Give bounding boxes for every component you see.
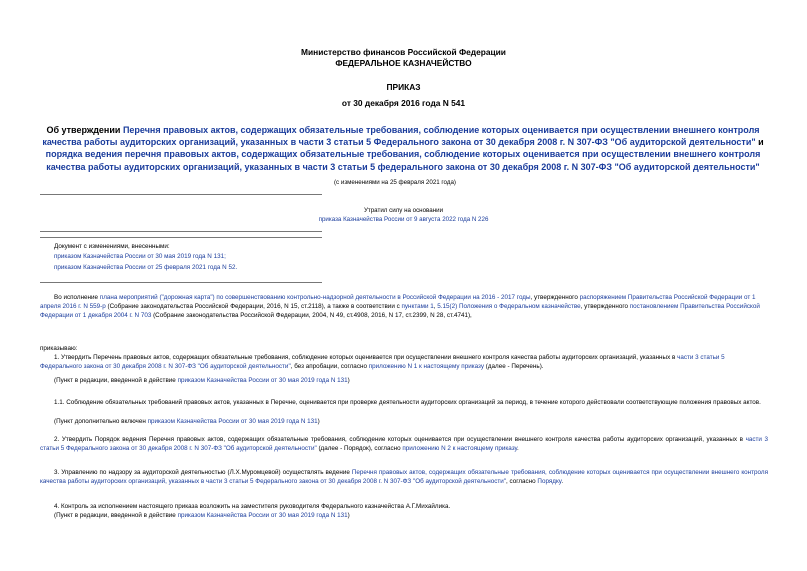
clause-1-1-note: (Пункт дополнительно включен приказом Казначейства России от 30 мая 2019 года N 131) bbox=[54, 418, 320, 425]
divider bbox=[40, 282, 322, 283]
title-link-procedure[interactable]: порядка ведения перечня правовых актов, содержащих обязательные требования, соблюдение которых оценивается при осуществлении внешнего контроля качества работы аудиторских организаций, указанных в части 3 статьи 5 федерального закона от 30 декабря 2008 г. N 307-ФЗ "Об аудиторской деятельности" bbox=[45, 149, 761, 172]
divider bbox=[40, 237, 322, 238]
amendments-heading: Документ с изменениями, внесенными: bbox=[54, 243, 170, 250]
government-order-link[interactable]: распоряжением Правительства Российской Федерации от 1 апреля 2016 г. N 559-р bbox=[40, 294, 756, 310]
document-date-number: от 30 декабря 2016 года N 541 bbox=[341, 98, 466, 108]
clause-1: 1. Утвердить Перечень правовых актов, содержащих обязательные требования, соблюдение которых оценивается при осуществлении внешнего контроля качества работы аудиторских организаций, указанных в части 3 статьи 5 Федерального закона от 30 декабря 2008 г. N 307-ФЗ "Об аудиторской деятельности", без апробации, согласно приложению N 1 к настоящему приказу (далее - Перечень). bbox=[40, 354, 725, 370]
amendment-order-link[interactable]: приказом Казначейства России от 30 мая 2019 года N 131 bbox=[177, 377, 348, 384]
clause-1-note: (Пункт в редакции, введенной в действие приказом Казначейства России от 30 мая 2019 года N 131) bbox=[54, 377, 350, 384]
preamble-paragraph: Во исполнение плана мероприятий ("дорожная карта") по совершенствованию контрольно-надзорной деятельности в Российской Федерации на 2016 - 2017 годы, утвержденного распоряжением Правительства Российской Федерации от 1 апреля 2016 г. N 559-р (Собрание законодательства Российской Федерации, 2016, N 15, ст.2118), а также в соответствии с пунктами 1, 5.15(2) Положения о Федеральном казначействе, утвержденного постановлением Правительства Российской Федерации от 1 декабря 2004 г. N 703 (Собрание законодательства Российской Федерации, 2004, N 49, ст.4908, 2016, N 17, ст.2399, N 28, ст.4741), bbox=[40, 294, 760, 319]
title-link-list[interactable]: Перечня правовых актов, содержащих обязательные требования, соблюдение которых оценивается при осуществлении внешнего контроля качества работы аудиторских организаций, указанных в части 3 статьи 5 Федерального закона от 30 декабря 2008 г. N 307-ФЗ "Об аудиторской деятельности" bbox=[42, 125, 760, 148]
document-title: Об утверждении Перечня правовых актов, содержащих обязательные требования, соблюдение которых оценивается при осуществлении внешнего контроля качества работы аудиторских организаций, указанных в части 3 статьи 5 Федерального закона от 30 декабря 2008 г. N 307-ФЗ "Об аудиторской деятельности" и порядка ведения перечня правовых актов, содержащих обязательные требования, соблюдение которых оценивается при осуществлении внешнего контроля качества работы аудиторских организаций, указанных в части 3 статьи 5 федерального закона от 30 декабря 2008 г. N 307-ФЗ "Об аудиторской деятельности" bbox=[42, 125, 764, 172]
list-link[interactable]: Перечня правовых актов, содержащих обязательные требования, соблюдение которых оценивается при осуществлении внешнего контроля качества работы аудиторских организаций, указанных в части 3 статьи 5 Федерального закона от 30 декабря 2008 г. N 307-ФЗ "Об аудиторской деятельности" bbox=[40, 469, 768, 485]
expired-line: Утратил силу на основании bbox=[363, 207, 444, 214]
divider bbox=[40, 231, 322, 232]
clause-2: 2. Утвердить Порядок ведения Перечня правовых актов, содержащих обязательные требования, соблюдение которых оценивается при осуществлении внешнего контроля качества работы аудиторских организаций, указанных в части 3 статьи 5 Федерального закона от 30 декабря 2008 г. N 307-ФЗ "Об аудиторской деятельности" (далее - Порядок), согласно приложению N 2 к настоящему приказу. bbox=[40, 436, 769, 452]
expired-link[interactable]: приказа Казначейства России от 9 августа 2022 года N 226 bbox=[318, 216, 489, 223]
clause-1-1: 1.1. Соблюдение обязательных требований правовых актов, указанных в Перечне, оценивается при проверке деятельности аудиторских организаций за период, в течение которого действовали соответствующие положения правовых актов. bbox=[54, 399, 761, 406]
appendix-2-link[interactable]: приложению N 2 к настоящему приказу bbox=[402, 444, 518, 452]
amendment-order-link[interactable]: приказом Казначейства России от 30 мая 2019 года N 131 bbox=[147, 418, 318, 425]
amendment-order-link[interactable]: приказом Казначейства России от 30 мая 2019 года N 131 bbox=[177, 512, 348, 519]
law-link[interactable]: части 3 статьи 5 Федерального закона от 30 декабря 2008 г. N 307-ФЗ "Об аудиторской деятельности" bbox=[40, 436, 769, 452]
clause-3: 3. Управлению по надзору за аудиторской деятельностью (Л.Х.Муромцевой) осуществлять ведение Перечня правовых актов, содержащих обязательные требования, соблюдение которых оценивается при осуществлении внешнего контроля качества работы аудиторских организаций, указанных в части 3 статьи 5 Федерального закона от 30 декабря 2008 г. N 307-ФЗ "Об аудиторской деятельности", согласно Порядку. bbox=[40, 469, 768, 485]
order-word: приказываю: bbox=[40, 345, 78, 352]
document-type: ПРИКАЗ bbox=[386, 82, 421, 92]
roadmap-link[interactable]: плана мероприятий ("дорожная карта") по совершенствованию контрольно-надзорной деятельности в Российской Федерации на 2016 - 2017 годы bbox=[99, 294, 531, 301]
regulation-link[interactable]: 5.15(2) Положения о Федеральном казначействе bbox=[437, 302, 581, 310]
procedure-link[interactable]: Порядку bbox=[537, 477, 562, 485]
agency-name: ФЕДЕРАЛЬНОЕ КАЗНАЧЕЙСТВО bbox=[335, 58, 472, 68]
amended-note: (с изменениями на 25 февраля 2021 года) bbox=[334, 179, 456, 186]
law-link[interactable]: части 3 статьи 5 Федерального закона от 30 декабря 2008 г. N 307-ФЗ "Об аудиторской деятельности" bbox=[40, 354, 725, 370]
clause-4-note: (Пункт в редакции, введенной в действие приказом Казначейства России от 30 мая 2019 года N 131) bbox=[54, 512, 350, 519]
amendment-link-2[interactable]: приказом Казначейства России от 25 февраля 2021 года N 52. bbox=[54, 264, 238, 271]
clauses-link[interactable]: пунктами 1 bbox=[401, 302, 434, 310]
ministry-name: Министерство финансов Российской Федерации bbox=[301, 47, 506, 57]
divider bbox=[40, 194, 322, 195]
clause-4: 4. Контроль за исполнением настоящего приказа возложить на заместителя руководителя Федерального казначейства А.Г.Михайлика. bbox=[54, 503, 451, 510]
resolution-link[interactable]: постановлением Правительства Российской Федерации от 1 декабря 2004 г. N 703 bbox=[40, 302, 760, 319]
amendment-link-1[interactable]: приказом Казначейства России от 30 мая 2019 года N 131; bbox=[54, 253, 226, 260]
appendix-1-link[interactable]: приложению N 1 к настоящему приказу bbox=[368, 362, 485, 370]
